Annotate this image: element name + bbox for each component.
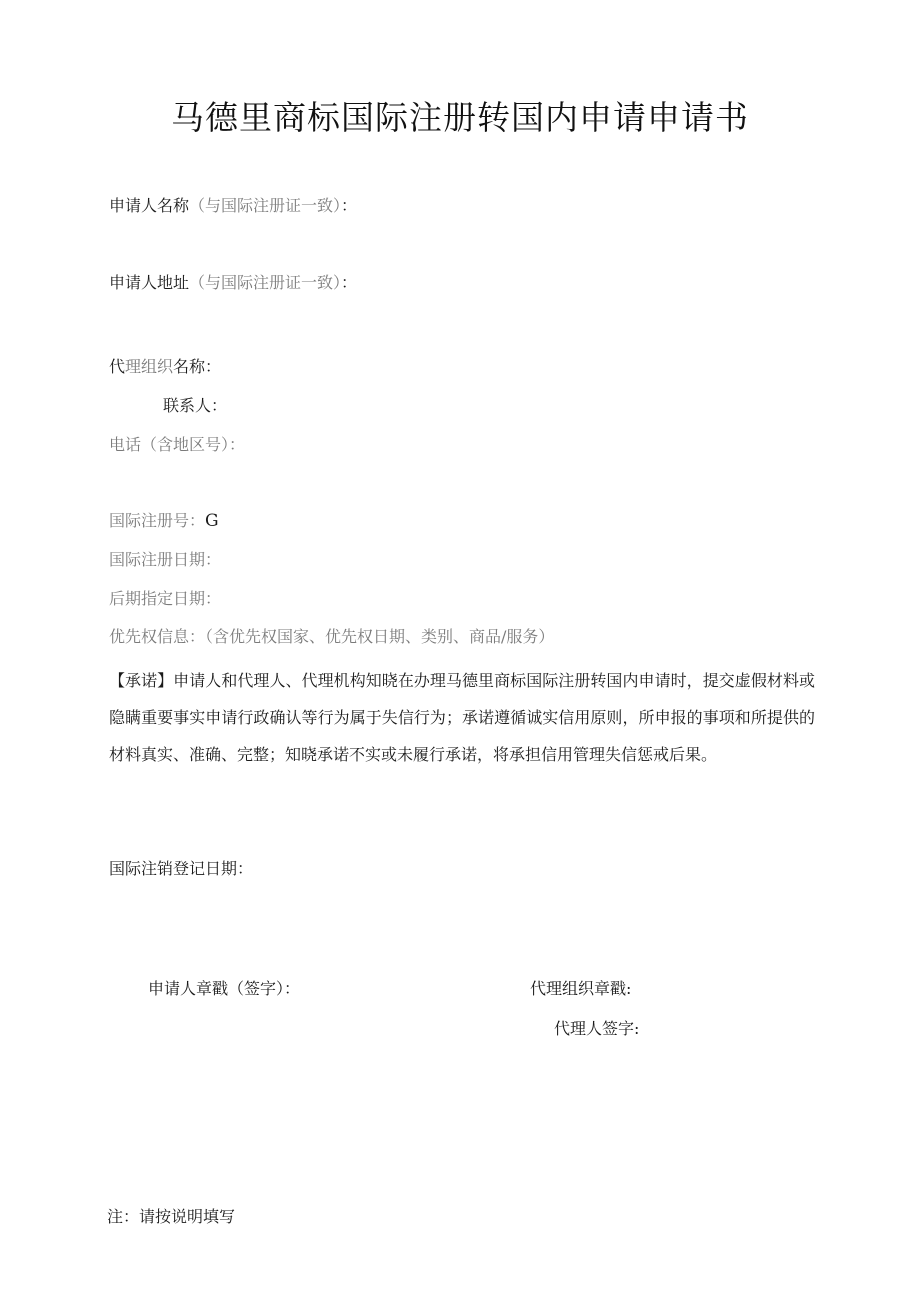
agency-seal-field: 代理组织章戳:	[530, 979, 632, 998]
phone-field: 电话（含地区号）：	[109, 435, 246, 454]
cancel-date-field: 国际注销登记日期：	[109, 859, 254, 878]
note-text: 注：请按说明填写	[107, 1207, 236, 1226]
applicant-name-label: 申请人名称	[109, 196, 190, 215]
commitment-paragraph: 【承诺】申请人和代理人、代理机构知晓在办理马德里商标国际注册转国内申请时，提交虚假材料或隐瞒重要事实申请行政确认等行为属于失信行为；承诺遵循诚实信用原则，所申报的事项和所提供的材料真实、准确、完整；知晓承诺不实或未履行承诺，将承担信用管理失信惩戒后果。	[109, 671, 815, 764]
intl-reg-no-label: 国际注册号：	[109, 511, 206, 530]
applicant-name-colon: ：	[341, 196, 358, 215]
agency-name-mid: 理组织	[125, 357, 174, 376]
applicant-name-field	[109, 196, 357, 216]
agency-name-prefix: 代	[109, 357, 126, 376]
priority-detail: （含优先权国家、优先权日期、类别、商品/服务）	[205, 627, 555, 646]
agent-signature-field: 代理人签字:	[554, 1019, 640, 1038]
intl-reg-no-value: G	[205, 511, 219, 531]
intl-reg-no-field	[109, 511, 219, 531]
priority-field	[109, 627, 554, 647]
applicant-address-field	[109, 273, 357, 293]
document-title: 马德里商标国际注册转国内申请申请书	[171, 98, 749, 137]
applicant-name-hint: （与国际注册证一致）	[189, 196, 342, 215]
intl-reg-date-field: 国际注册日期：	[109, 550, 222, 569]
agency-name-suffix: 名称：	[173, 357, 222, 376]
agency-name-field	[109, 357, 221, 377]
contact-field: 联系人：	[163, 396, 228, 415]
applicant-address-label: 申请人地址	[109, 273, 190, 292]
applicant-address-colon: ：	[341, 273, 358, 292]
subsequent-date-field: 后期指定日期：	[109, 589, 222, 608]
applicant-address-hint: （与国际注册证一致）	[189, 273, 342, 292]
priority-label: 优先权信息：	[109, 627, 206, 646]
applicant-seal-field: 申请人章戳（签字）：	[148, 979, 301, 998]
